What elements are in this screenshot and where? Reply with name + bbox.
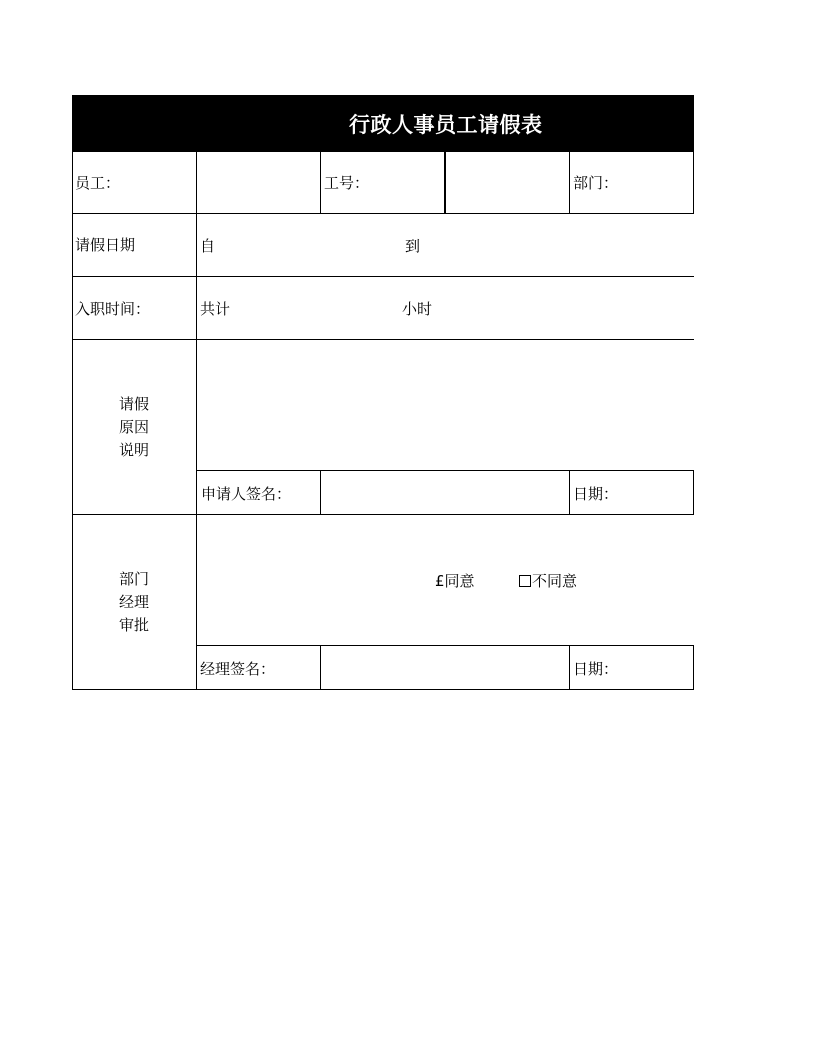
employee-field[interactable]: [198, 154, 319, 212]
date-to-label: 到: [405, 237, 421, 255]
table-right-border: [693, 470, 694, 514]
total-label: 共计: [200, 300, 231, 318]
agree-option[interactable]: [435, 572, 475, 590]
disagree-label: 不同意: [532, 572, 578, 590]
applicant-date-label: 日期：: [573, 485, 619, 503]
row-divider: [72, 213, 694, 214]
column-divider: [196, 152, 197, 689]
reason-textarea[interactable]: [198, 341, 693, 469]
applicant-signature-label: 申请人签名：: [201, 485, 292, 503]
row-divider: [196, 470, 694, 471]
checkbox-icon: [519, 575, 531, 587]
row-divider: [72, 339, 694, 340]
employee-id-label: 工号：: [324, 174, 370, 192]
row-divider: [72, 514, 694, 515]
row-divider: [72, 276, 694, 277]
hours-label: 小时: [402, 300, 433, 318]
employee-label: 员工：: [75, 174, 121, 192]
column-divider: [569, 152, 570, 213]
date-to-field[interactable]: [425, 215, 693, 275]
total-hours-field[interactable]: [236, 278, 396, 338]
column-divider: [569, 645, 570, 689]
column-divider: [320, 645, 321, 689]
row-divider: [196, 645, 694, 646]
date-from-label: 自: [200, 237, 216, 255]
agree-label: £同意: [435, 572, 475, 590]
reason-label: 请假 原因 说明: [118, 395, 149, 459]
manager-signature-label: 经理签名：: [200, 660, 276, 678]
manager-date-label: 日期：: [573, 660, 619, 678]
applicant-signature-field[interactable]: [322, 472, 568, 513]
disagree-option[interactable]: [519, 572, 577, 590]
title-bar: [72, 95, 694, 152]
table-right-border: [693, 152, 694, 213]
column-divider: [320, 152, 321, 213]
table-left-border: [72, 152, 73, 689]
form-title: 行政人事员工请假表: [349, 113, 543, 137]
column-divider: [444, 152, 446, 213]
hire-date-label: 入职时间：: [75, 300, 151, 318]
employee-id-field[interactable]: [447, 154, 568, 212]
table-bottom-border: [72, 689, 694, 690]
manager-approval-label: 部门 经理 审批: [118, 570, 149, 634]
date-from-field[interactable]: [220, 215, 400, 275]
column-divider: [569, 470, 570, 514]
manager-signature-field[interactable]: [322, 647, 568, 688]
leave-date-label: 请假日期: [75, 236, 136, 254]
department-label: 部门：: [573, 174, 619, 192]
column-divider: [320, 470, 321, 514]
table-right-border: [693, 645, 694, 689]
